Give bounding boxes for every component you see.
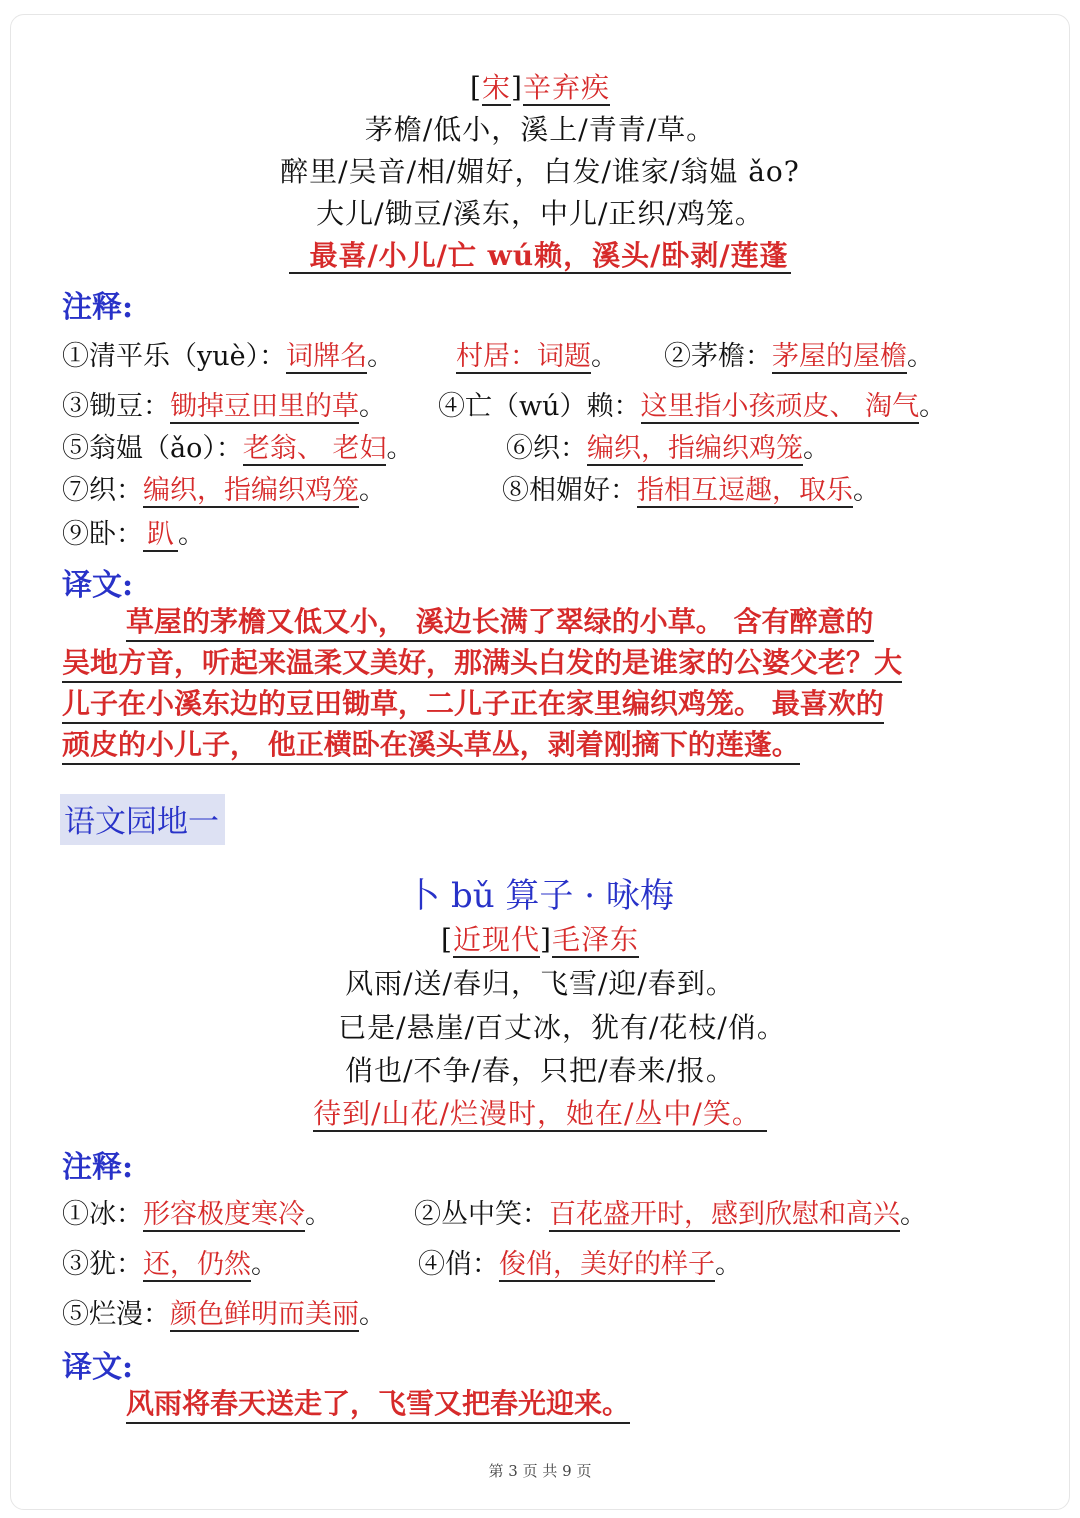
poem1-dynasty: 宋	[481, 71, 511, 104]
poem1-line-1: 茅檐/低小，溪上/青青/草。	[364, 113, 716, 146]
section-title: 语文园地一	[60, 794, 225, 845]
poem1-note-1: ①清平乐（yuè）：词牌名。	[62, 341, 395, 372]
poem1-line-2: 醉里/吴音/相/媚好，白发/谁家/翁媪 ǎo?	[280, 155, 800, 188]
poem2-line-4-wrap	[0, 1092, 1080, 1132]
note-term: ③犹：	[62, 1249, 143, 1280]
poem1-note-4: ④亡（wú）赖：这里指小孩顽皮、 淘气。	[438, 391, 947, 422]
poem1-note-8: ⑧相媚好：指相互逗趣，取乐。	[502, 475, 880, 506]
note-answer: 颜色鲜明而美丽	[170, 1299, 359, 1330]
note-answer: 趴	[143, 519, 178, 552]
note-answer: 老翁、 老妇	[242, 433, 387, 464]
poem1-note-7: ⑦织：编织，指编织鸡笼。	[62, 475, 386, 506]
translation-line: 儿子在小溪东边的豆田锄草，二儿子正在家里编织鸡笼。 最喜欢的	[62, 686, 884, 724]
poem2-note-4: ④俏：俊俏，美好的样子。	[418, 1249, 742, 1280]
note-term: ⑤翁媪（ǎo）：	[62, 433, 243, 464]
poem2-note-3: ③犹：还，仍然。	[62, 1249, 278, 1280]
poem2-note-5: ⑤烂漫：颜色鲜明而美丽。	[62, 1299, 386, 1330]
poem2-dynasty: 近现代	[452, 923, 540, 956]
poem2-line-1: 风雨/送/春归，飞雪/迎/春到。	[345, 967, 735, 1000]
poem2-line-2: 已是/悬崖/百丈冰，犹有/花枝/俏。	[338, 1011, 786, 1044]
poem2-translation-heading: 译文:	[62, 1350, 134, 1385]
translation-line: 风雨将春天送走了，飞雪又把春光迎来。	[126, 1386, 630, 1424]
note-term: ①清平乐（yuè）：	[62, 341, 287, 372]
note-term: ①冰：	[62, 1199, 143, 1230]
poem2-attribution: [近现代]毛泽东	[441, 923, 639, 956]
poem2-notes-heading: 注释:	[62, 1150, 134, 1185]
poem1-note-1b: 村居：词题。	[456, 341, 618, 372]
poem1-note-2: ②茅檐：茅屋的屋檐。	[664, 341, 934, 372]
translation-line: 顽皮的小儿子， 他正横卧在溪头草丛，剥着刚摘下的莲蓬。	[62, 727, 800, 765]
note-term: ⑦织：	[62, 475, 143, 506]
poem1-line-4-wrap	[0, 234, 1080, 274]
note-term: ④亡（wú）赖：	[438, 391, 641, 422]
note-term: ⑤烂漫：	[62, 1299, 170, 1330]
note-answer: 茅屋的屋檐	[772, 341, 907, 372]
poem1-notes-heading: 注释:	[62, 290, 134, 325]
poem2-note-2: ②丛中笑：百花盛开时，感到欣慰和高兴。	[414, 1199, 927, 1230]
note-answer: 俊俏，美好的样子	[499, 1249, 715, 1280]
poem2-author: 毛泽东	[551, 923, 639, 956]
note-answer: 编织，指编织鸡笼	[143, 475, 359, 506]
note-term: ③锄豆：	[62, 391, 170, 422]
poem2-note-1: ①冰：形容极度寒冷。	[62, 1199, 332, 1230]
note-term: ④俏：	[418, 1249, 499, 1280]
note-answer: 还，仍然	[143, 1249, 251, 1280]
note-answer: 形容极度寒冷	[143, 1199, 305, 1230]
note-term: ⑨卧：	[62, 519, 143, 550]
poem1-line-3: 大儿/锄豆/溪东，中儿/正织/鸡笼。	[316, 197, 764, 230]
poem1-note-3: ③锄豆：锄掉豆田里的草。	[62, 391, 386, 422]
note-answer: 指相互逗趣，取乐	[637, 475, 853, 506]
note-term: ⑧相媚好：	[502, 475, 637, 506]
note-answer: 锄掉豆田里的草	[170, 391, 359, 422]
poem1-note-6: ⑥织：编织，指编织鸡笼。	[506, 433, 830, 464]
poem1-attribution: [宋]辛弃疾	[470, 71, 610, 104]
poem1-note-5: ⑤翁媪（ǎo）：老翁、 老妇。	[62, 433, 414, 464]
page-footer: 第 3 页 共 9 页	[488, 1462, 592, 1480]
poem2-line-3: 俏也/不争/春，只把/春来/报。	[345, 1054, 735, 1087]
translation-line: 草屋的茅檐又低又小， 溪边长满了翠绿的小草。 含有醉意的	[126, 604, 874, 642]
poem2-title: 卜 bǔ 算子 · 咏梅	[406, 876, 674, 916]
note-answer: 百花盛开时，感到欣慰和高兴	[549, 1199, 900, 1230]
poem1-author: 辛弃疾	[522, 71, 610, 104]
note-term: ②丛中笑：	[414, 1199, 549, 1230]
note-answer: 编织，指编织鸡笼	[587, 433, 803, 464]
note-answer: 村居：词题	[456, 341, 591, 372]
poem2-line-4: 待到/山花/烂漫时，她在/丛中/笑。	[313, 1097, 767, 1132]
poem1-note-9: ⑨卧： 趴 。	[62, 519, 205, 550]
note-term: ⑥织：	[506, 433, 587, 464]
poem1-line-4: 最喜/小儿/亡 wú赖，溪头/卧剥/莲蓬	[289, 239, 790, 274]
note-answer: 词牌名	[286, 341, 368, 372]
poem1-translation-heading: 译文:	[62, 568, 134, 603]
translation-line: 吴地方音，听起来温柔又美好，那满头白发的是谁家的公婆父老？大	[62, 645, 902, 683]
note-term: ②茅檐：	[664, 341, 772, 372]
note-answer: 这里指小孩顽皮、 淘气	[640, 391, 920, 422]
